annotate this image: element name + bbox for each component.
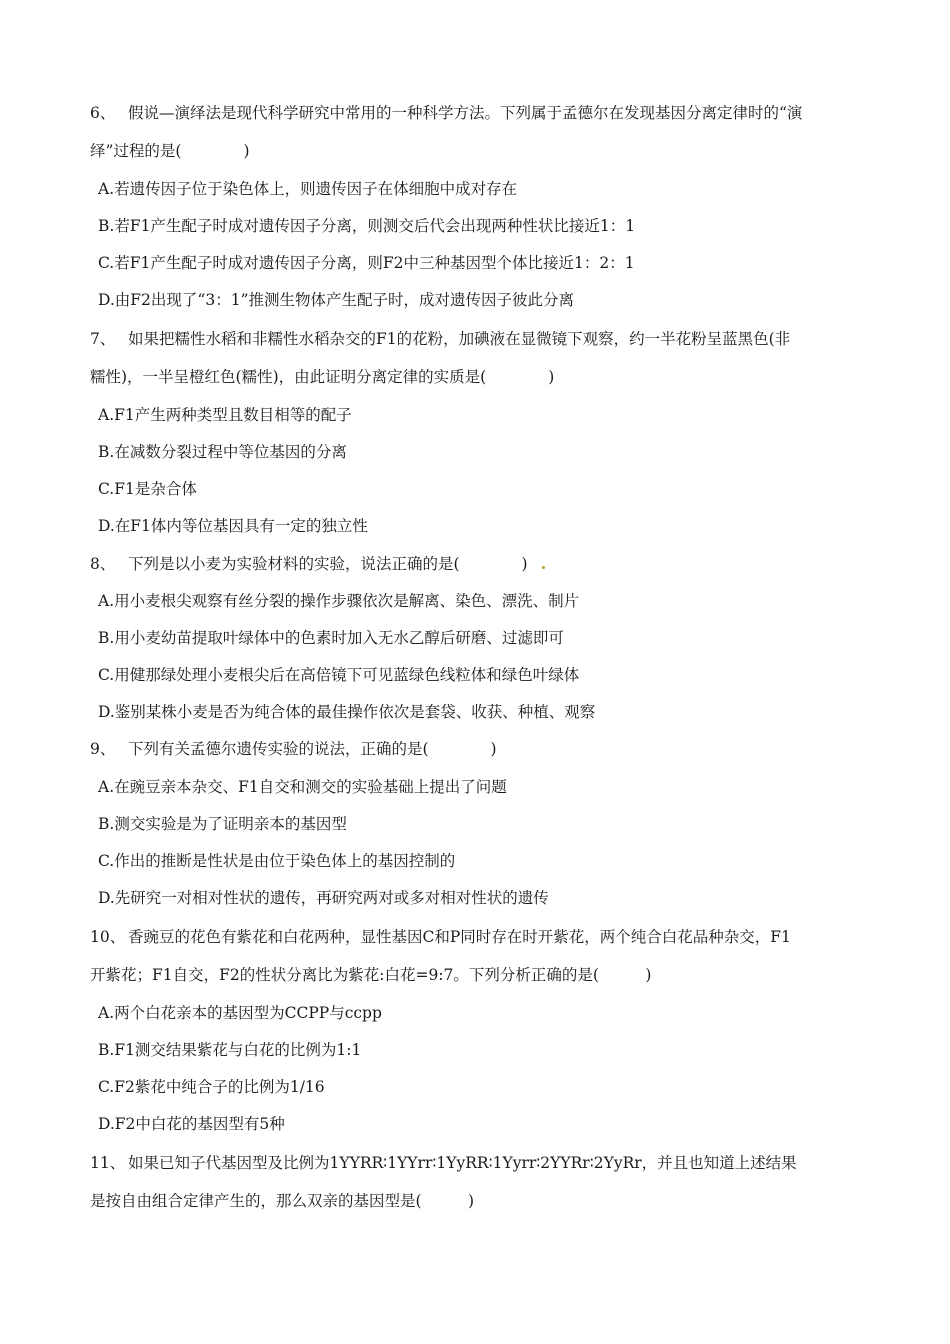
question-6-option-a: A.若遗传因子位于染色体上，则遗传因子在体细胞中成对存在 bbox=[98, 180, 518, 198]
question-10-stem-continued: 开紫花；F1自交，F2的性状分离比为紫花:白花=9:7。下列分析正确的是( ) bbox=[90, 966, 652, 984]
question-number: 6、 bbox=[90, 104, 116, 122]
question-6-stem-continued: 绎”过程的是( ) bbox=[90, 142, 250, 160]
question-text: 下列有关孟德尔遗传实验的说法，正确的是( ) bbox=[128, 740, 497, 758]
question-9-stem bbox=[90, 738, 497, 760]
question-7-stem-continued: 糯性)，一半呈橙红色(糯性)，由此证明分离定律的实质是( ) bbox=[90, 368, 555, 386]
question-7-stem bbox=[90, 328, 790, 350]
question-10-option-d: D.F2中白花的基因型有5种 bbox=[98, 1115, 285, 1133]
question-7-option-c: C.F1是杂合体 bbox=[98, 480, 197, 498]
question-6-option-b: B.若F1产生配子时成对遗传因子分离，则测交后代会出现两种性状比接近1：1 bbox=[98, 217, 636, 235]
question-11-stem-continued: 是按自由组合定律产生的，那么双亲的基因型是( ) bbox=[90, 1192, 475, 1210]
question-6-option-c: C.若F1产生配子时成对遗传因子分离，则F2中三种基因型个体比接近1：2：1 bbox=[98, 254, 635, 272]
question-text: 如果已知子代基因型及比例为1YYRR∶1YYrr∶1YyRR∶1Yyrr∶2YYRr∶2YyRr，并且也知道上述结果 bbox=[128, 1154, 797, 1172]
question-text: 香豌豆的花色有紫花和白花两种，显性基因C和P同时存在时开紫花，两个纯合白花品种杂交，F1 bbox=[128, 928, 791, 946]
question-number: 7、 bbox=[90, 330, 116, 348]
question-11-stem bbox=[90, 1152, 797, 1174]
question-10-option-b: B.F1测交结果紫花与白花的比例为1:1 bbox=[98, 1041, 362, 1059]
question-10-option-a: A.两个白花亲本的基因型为CCPP与ccpp bbox=[98, 1004, 382, 1022]
question-8-stem bbox=[90, 553, 528, 575]
question-6-option-d: D.由F2出现了“3：1”推测生物体产生配子时，成对遗传因子彼此分离 bbox=[98, 291, 574, 309]
question-9-option-b: B.测交实验是为了证明亲本的基因型 bbox=[98, 815, 347, 833]
question-7-option-d: D.在F1体内等位基因具有一定的独立性 bbox=[98, 517, 368, 535]
question-9-option-a: A.在豌豆亲本杂交、F1自交和测交的实验基础上提出了问题 bbox=[98, 778, 507, 796]
stray-mark bbox=[542, 566, 545, 569]
question-10-stem bbox=[90, 926, 791, 948]
question-8-option-d: D.鉴别某株小麦是否为纯合体的最佳操作依次是套袋、收获、种植、观察 bbox=[98, 703, 596, 721]
question-10-option-c: C.F2紫花中纯合子的比例为1/16 bbox=[98, 1078, 325, 1096]
question-text: 下列是以小麦为实验材料的实验，说法正确的是( ) bbox=[128, 555, 528, 573]
question-7-option-a: A.F1产生两种类型且数目相等的配子 bbox=[98, 406, 352, 424]
question-8-option-c: C.用健那绿处理小麦根尖后在高倍镜下可见蓝绿色线粒体和绿色叶绿体 bbox=[98, 666, 580, 684]
question-text: 如果把糯性水稻和非糯性水稻杂交的F1的花粉，加碘液在显微镜下观察，约一半花粉呈蓝黑色(非 bbox=[128, 330, 791, 348]
question-7-option-b: B.在减数分裂过程中等位基因的分离 bbox=[98, 443, 347, 461]
question-number: 10、 bbox=[90, 928, 126, 946]
question-number: 9、 bbox=[90, 740, 116, 758]
question-9-option-c: C.作出的推断是性状是由位于染色体上的基因控制的 bbox=[98, 852, 456, 870]
question-8-option-b: B.用小麦幼苗提取叶绿体中的色素时加入无水乙醇后研磨、过滤即可 bbox=[98, 629, 564, 647]
question-number: 11、 bbox=[90, 1154, 126, 1172]
question-number: 8、 bbox=[90, 555, 116, 573]
question-8-option-a: A.用小麦根尖观察有丝分裂的操作步骤依次是解离、染色、漂洗、制片 bbox=[98, 592, 580, 610]
question-text: 假说—演绎法是现代科学研究中常用的一种科学方法。下列属于孟德尔在发现基因分离定律时的“演 bbox=[128, 104, 803, 122]
question-9-option-d: D.先研究一对相对性状的遗传，再研究两对或多对相对性状的遗传 bbox=[98, 889, 549, 907]
question-6-stem bbox=[90, 102, 802, 124]
